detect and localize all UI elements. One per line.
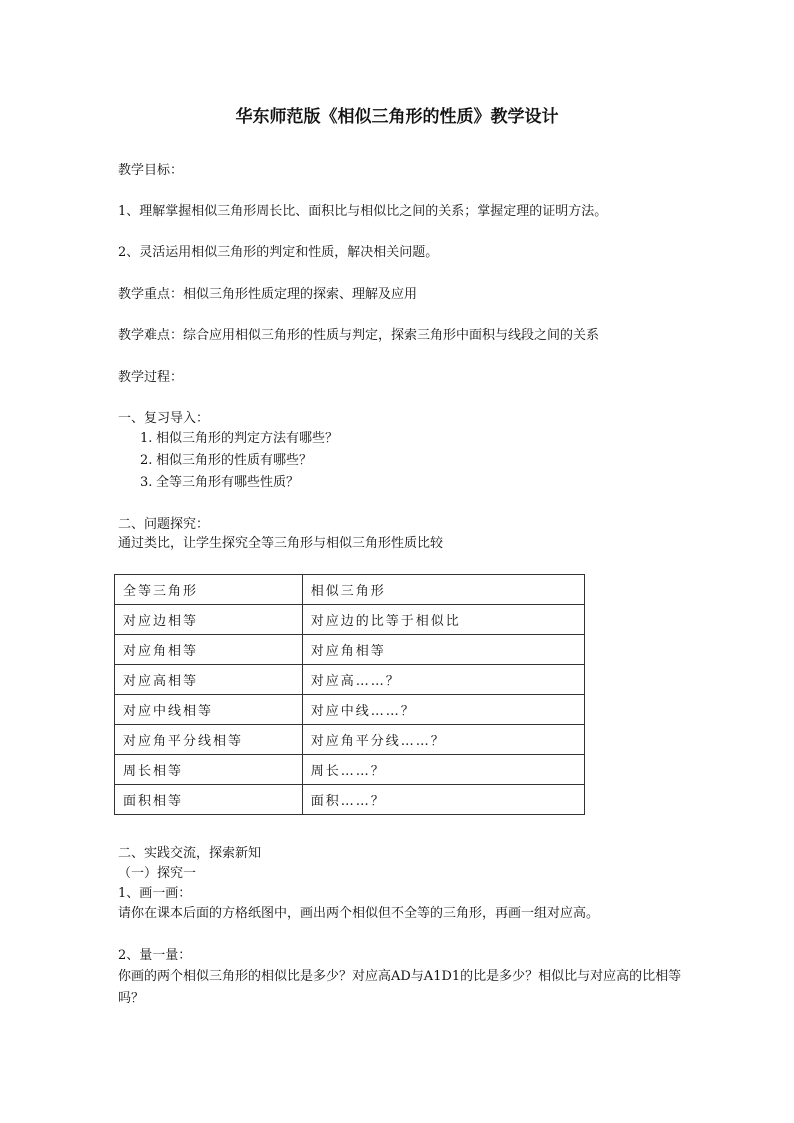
list-item-text: 全等三角形有哪些性质？ [156, 475, 300, 490]
process-heading: 教学过程： [118, 370, 184, 385]
table-row [115, 695, 585, 725]
inquiry-heading: 二、问题探究： [118, 517, 210, 532]
table-cell: 周长……？ [302, 755, 584, 785]
review-heading: 一、复习导入： [118, 411, 210, 426]
step1-heading: 1、画一画： [118, 886, 192, 901]
key-point: 教学重点：相似三角形性质定理的探索、理解及应用 [118, 287, 418, 302]
table-row [115, 575, 585, 605]
table-row [115, 755, 585, 785]
list-item [140, 450, 338, 472]
table-cell: 对应角相等 [115, 635, 303, 665]
table-row [115, 605, 585, 635]
table-cell: 对应边的比等于相似比 [302, 605, 584, 635]
step2-text: 你画的两个相似三角形的相似比是多少？对应高AD与A1D1的比是多少？相似比与对应高的比相等吗？ [118, 969, 682, 1006]
table-cell: 对应高……？ [302, 665, 584, 695]
table-row [115, 665, 585, 695]
table-cell: 面积相等 [115, 785, 303, 815]
table-cell: 对应边相等 [115, 605, 303, 635]
table-cell: 对应角平分线相等 [115, 725, 303, 755]
review-question-list [140, 428, 338, 494]
practice-heading: 二、实践交流，探索新知 [118, 846, 262, 861]
objective-1: 1、理解掌握相似三角形周长比、面积比与相似比之间的关系；掌握定理的证明方法。 [118, 204, 608, 219]
table-cell: 全等三角形 [115, 575, 303, 605]
list-item-text: 相似三角形的性质有哪些？ [156, 453, 313, 468]
table-row [115, 635, 585, 665]
list-item [140, 428, 338, 450]
table-cell: 面积……？ [302, 785, 584, 815]
list-item-number: 3. [140, 475, 153, 490]
table-cell: 对应角相等 [302, 635, 584, 665]
list-item-number: 1. [140, 431, 153, 446]
table-cell: 对应角平分线……？ [302, 725, 584, 755]
practice-subheading: （一）探究一 [118, 866, 197, 881]
table-row [115, 725, 585, 755]
step2-heading: 2、量一量： [118, 948, 192, 963]
objective-2: 2、灵活运用相似三角形的判定和性质，解决相关问题。 [118, 245, 439, 260]
list-item-number: 2. [140, 453, 153, 468]
table-cell: 相似三角形 [302, 575, 584, 605]
table-cell: 对应高相等 [115, 665, 303, 695]
difficulty: 教学难点：综合应用相似三角形的性质与判定，探索三角形中面积与线段之间的关系 [118, 328, 600, 343]
table-cell: 对应中线相等 [115, 695, 303, 725]
list-item-text: 相似三角形的判定方法有哪些？ [156, 431, 339, 446]
table-cell: 对应中线……？ [302, 695, 584, 725]
step1-text: 请你在课本后面的方格纸图中，画出两个相似但不全等的三角形，再画一组对应高。 [118, 906, 600, 921]
list-item [140, 472, 338, 494]
table-cell: 周长相等 [115, 755, 303, 785]
comparison-table [114, 574, 585, 815]
document-title: 华东师范版《相似三角形的性质》教学设计 [235, 107, 559, 127]
table-row [115, 785, 585, 815]
objectives-heading: 教学目标： [118, 163, 184, 178]
inquiry-intro: 通过类比，让学生探究全等三角形与相似三角形性质比较 [118, 536, 444, 551]
